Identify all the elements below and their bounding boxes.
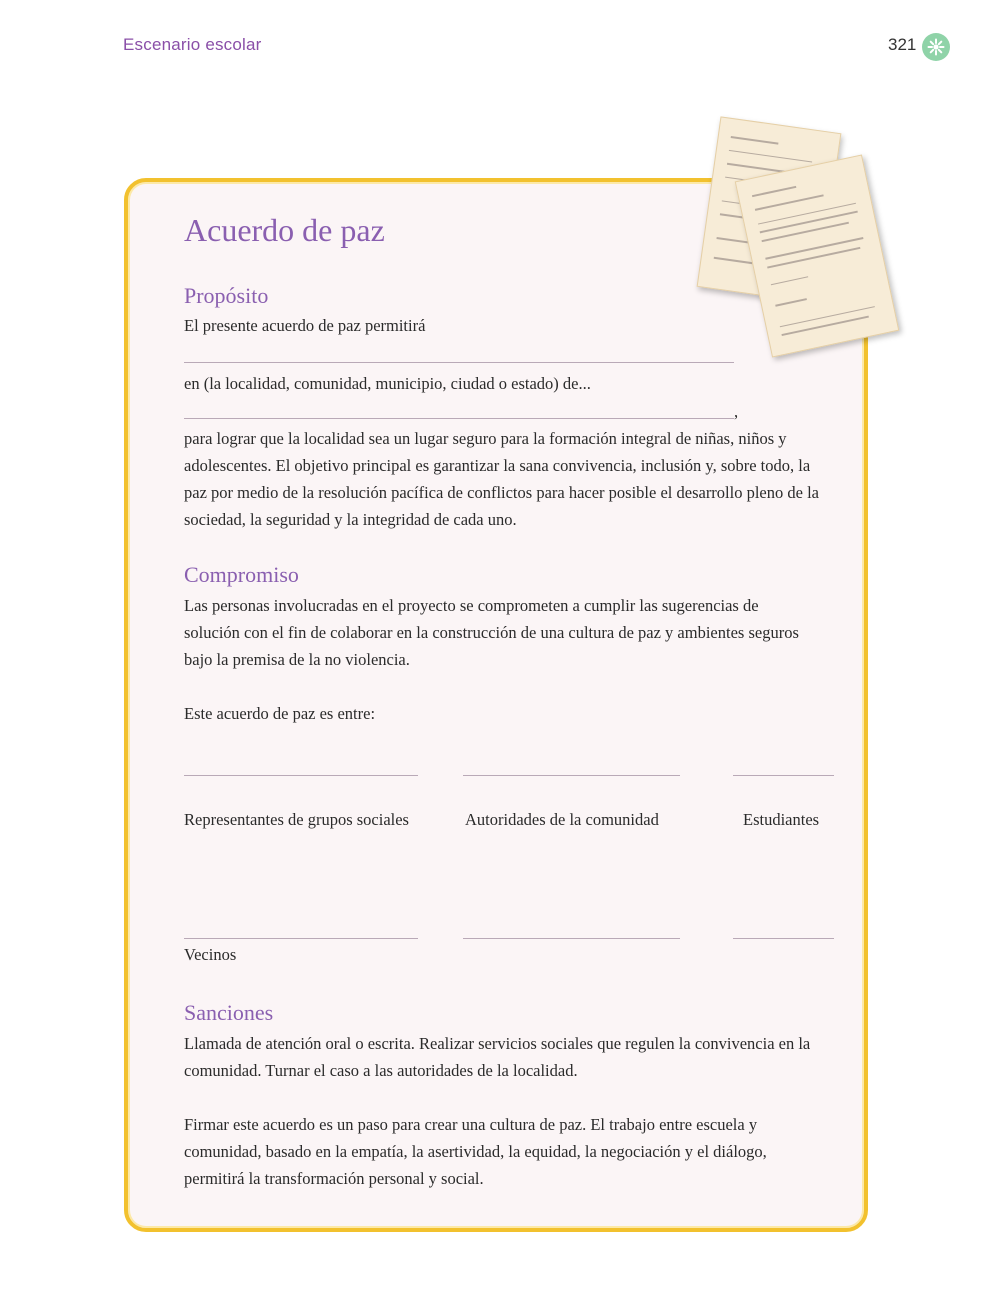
compromiso-body: Las personas involucradas en el proyecto se comprometen a cumplir las sugerencias de solución con el fin de colaborar en la construcción de una cultura de paz y ambientes seguros bajo la premisa de la no violencia.: [184, 596, 799, 669]
signature-label-representantes: Representantes de grupos sociales: [184, 810, 409, 829]
signature-line: [184, 938, 418, 939]
proposito-body: para lograr que la localidad sea un lugar seguro para la formación integral de niñas, niños y adolescentes. El objetivo principal es garantizar la sana convivencia, inclusión y, sobre todo, la paz por medio de la resolución pacífica de conflictos para hacer posible el desarrollo pleno de la sociedad, la seguridad y la integridad de cada uno.: [184, 429, 819, 529]
signature-line: [463, 775, 680, 776]
page-number: 321: [888, 35, 917, 54]
between-label: Este acuerdo de paz es entre:: [184, 704, 376, 723]
signature-label-estudiantes: Estudiantes: [743, 810, 820, 829]
location-comma: ,: [734, 402, 739, 421]
signature-line: [733, 938, 834, 939]
proposito-line-1: El presente acuerdo de paz permitirá: [184, 316, 426, 335]
signature-label-vecinos: Vecinos: [184, 945, 237, 964]
compromiso-heading: Compromiso: [184, 562, 299, 587]
signature-line: [184, 775, 418, 776]
section-header: Escenario escolar: [123, 35, 262, 54]
sanciones-heading: Sanciones: [184, 1000, 274, 1025]
fill-line-location: [184, 418, 734, 419]
proposito-heading: Propósito: [184, 283, 269, 308]
signature-line: [733, 775, 834, 776]
signature-label-autoridades: Autoridades de la comunidad: [465, 810, 659, 829]
gear-flower-icon: [922, 33, 950, 61]
document-title: Acuerdo de paz: [184, 212, 385, 248]
fill-line-purpose: [184, 362, 734, 363]
signature-line: [463, 938, 680, 939]
proposito-line-2: en (la localidad, comunidad, municipio, ciudad o estado) de...: [184, 374, 591, 393]
sanciones-body: Llamada de atención oral o escrita. Realizar servicios sociales que regulen la convivencia en la comunidad. Turnar el caso a las autoridades de la localidad.: [184, 1034, 811, 1080]
closing-paragraph: Firmar este acuerdo es un paso para crear una cultura de paz. El trabajo entre escuela y comunidad, basado en la empatía, la asertividad, la equidad, la negociación y el diálogo, permitirá la transformación personal y social.: [184, 1115, 767, 1188]
